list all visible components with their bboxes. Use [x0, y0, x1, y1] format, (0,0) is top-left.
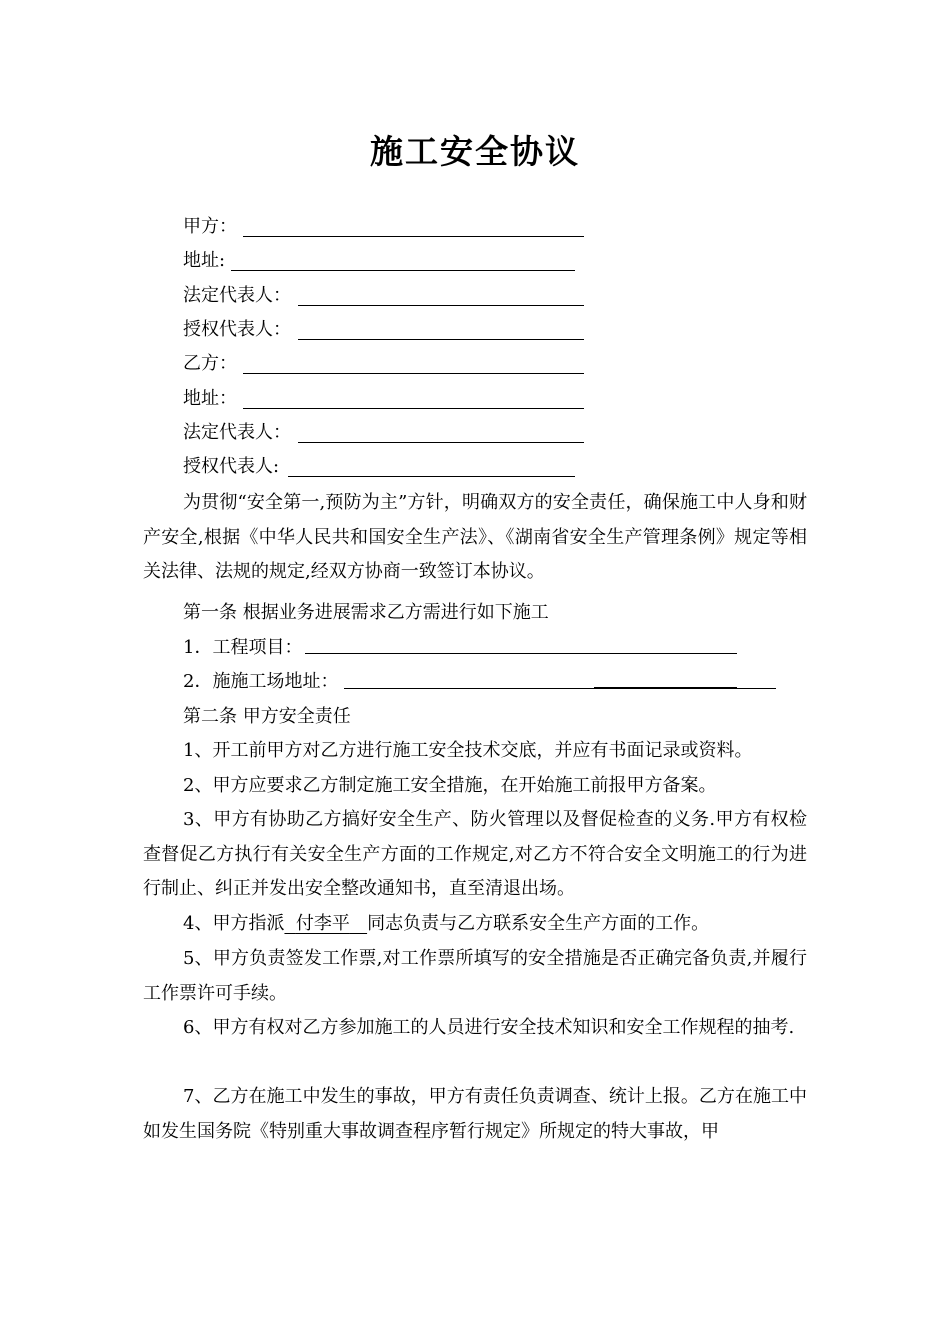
party-a-address-row: [183, 250, 225, 272]
party-a-auth-rep-blank: [298, 339, 584, 340]
party-a-legal-rep-label: 法定代表人：: [183, 285, 291, 306]
party-a-blank: [243, 236, 584, 237]
party-b-legal-rep-row: [183, 422, 291, 444]
intro-paragraph: 为贯彻“安全第一,预防为主”方针，明确双方的安全责任，确保施工中人身和财产安全,根据《中华人民共和国安全生产法》、《湖南省安全生产管理条例》规定等相关法律、法规的规定,经双方协商一致签订本协议。: [143, 492, 807, 582]
clause-5: 5、甲方负责签发工作票,对工作票所填写的安全措施是否正确完备负责,并履行工作票许可手续。: [143, 948, 807, 1004]
item2-row: [143, 665, 807, 700]
item2-blank: [344, 688, 776, 689]
clause4-suffix: 同志负责与乙方联系安全生产方面的工作。: [367, 913, 710, 934]
party-a-auth-rep-row: [183, 319, 291, 341]
item2-blank-overlay: [594, 687, 737, 688]
party-a-address-label: 地址:: [183, 250, 226, 271]
party-b-auth-rep-blank: [288, 476, 575, 477]
party-b-legal-rep-label: 法定代表人：: [183, 422, 291, 443]
clause-3: 3、甲方有协助乙方搞好安全生产、防火管理以及督促检查的义务.甲方有权检查督促乙方执行有关安全生产方面的工作规定,对乙方不符合安全文明施工的行为进行制止、纠正并发出安全整改通知书，直至清退出场。: [143, 809, 807, 899]
clause-7: 7、乙方在施工中发生的事故，甲方有责任负责调查、统计上报。乙方在施工中如发生国务院《特别重大事故调查程序暂行规定》所规定的特大事故，甲: [143, 1086, 807, 1142]
clause-2: 2、甲方应要求乙方制定施工安全措施，在开始施工前报甲方备案。: [183, 775, 717, 796]
clause-6: 6、甲方有权对乙方参加施工的人员进行安全技术知识和安全工作规程的抽考.: [183, 1017, 795, 1038]
party-b-blank: [243, 373, 584, 374]
party-b-label: 乙方：: [183, 353, 237, 374]
party-b-address-blank: [243, 408, 584, 409]
party-a-label: 甲方：: [183, 216, 237, 237]
item1-blank: [305, 653, 737, 654]
party-a-legal-rep-row: [183, 285, 291, 307]
party-b-address-label: 地址：: [183, 388, 237, 409]
party-a-address-blank: [231, 270, 575, 271]
clause-4: [143, 907, 807, 942]
clause-1: 1、开工前甲方对乙方进行施工安全技术交底，并应有书面记录或资料。: [183, 740, 753, 761]
item2-label: 2．施施工场地址：: [183, 671, 339, 692]
clause4-prefix: 4、甲方指派: [183, 913, 285, 934]
article1-heading: 第一条 根据业务进展需求乙方需进行如下施工: [183, 602, 549, 623]
party-b-auth-rep-label: 授权代表人:: [183, 456, 280, 477]
party-b-address-row: [183, 388, 237, 410]
document-title: 施工安全协议: [370, 132, 580, 171]
party-a-auth-rep-label: 授权代表人：: [183, 319, 291, 340]
clause4-assignee-name: [284, 913, 367, 934]
party-a-name-row: [183, 216, 237, 238]
party-b-name-row: [183, 353, 237, 375]
party-b-legal-rep-blank: [298, 442, 584, 443]
party-a-legal-rep-blank: [298, 305, 584, 306]
article2-heading: 第二条 甲方安全责任: [183, 706, 351, 727]
clause4-name-text: 付李平: [295, 913, 350, 934]
item1-row: [143, 631, 807, 666]
party-b-auth-rep-row: [183, 456, 279, 478]
item1-label: 1．工程项目：: [183, 637, 303, 658]
